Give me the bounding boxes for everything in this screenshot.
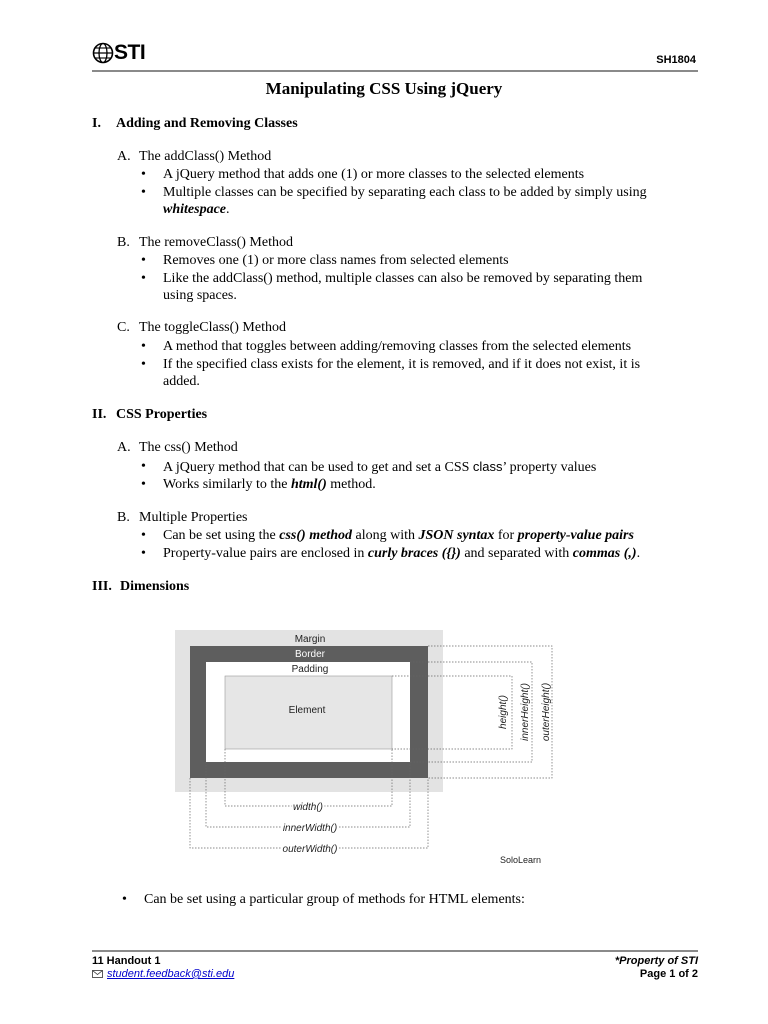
globe-icon — [92, 42, 114, 64]
list-item: • A method that toggles between adding/removing classes from the selected elements — [141, 339, 632, 354]
element-label: Element — [288, 705, 326, 716]
outer-height-label: outerHeight() — [541, 682, 552, 742]
section-heading-adding-removing-classes: I. Adding and Removing Classes — [92, 116, 298, 131]
box-model-diagram — [160, 622, 560, 872]
list-item: • Multiple classes can be specified by separating each class to be added by simply using whitespace. — [141, 185, 647, 217]
padding-label: Padding — [291, 664, 329, 675]
outer-height-guide — [428, 646, 552, 778]
list-item: • Property-value pairs are enclosed in curly braces ({}) and separated with commas (,). — [141, 546, 641, 561]
list-item: • Like the addClass() method, multiple classes can also be removed by separating them using spaces. — [141, 271, 643, 303]
inner-width-label: innerWidth() — [282, 823, 338, 834]
list-item: • Removes one (1) or more class names from selected elements — [141, 253, 509, 268]
subheading-css-method: A. The css() Method — [117, 440, 238, 455]
sololearn-credit: SoloLearn — [500, 855, 542, 865]
header-divider — [92, 70, 698, 72]
sti-logo — [92, 42, 145, 64]
page-number: Page 1 of 2 — [639, 968, 698, 980]
subheading-multiple-properties: B. Multiple Properties — [117, 510, 248, 525]
page-title: Manipulating CSS Using jQuery — [265, 79, 503, 98]
envelope-icon — [92, 970, 103, 978]
height-label: height() — [498, 695, 509, 729]
margin-label: Margin — [294, 634, 326, 645]
footer-divider — [92, 950, 698, 952]
list-item: • Can be set using the css() method along with JSON syntax for property-value pairs — [141, 528, 634, 543]
property-label: *Property of STI — [614, 955, 698, 967]
section-heading-css-properties: II. CSS Properties — [92, 407, 208, 422]
section-heading-dimensions: III. Dimensions — [92, 579, 190, 594]
list-item: • If the specified class exists for the element, it is removed, and if it does not exist, it is added. — [141, 357, 641, 389]
subheading-addclass-method: A. The addClass() Method — [117, 149, 272, 164]
subheading-removeclass-method: B. The removeClass() Method — [117, 235, 293, 250]
outer-width-label: outerWidth() — [282, 844, 338, 855]
feedback-email-link[interactable]: student.feedback@sti.edu — [107, 968, 235, 980]
handout-label: 11 Handout 1 — [92, 955, 161, 967]
border-label: Border — [294, 649, 326, 660]
list-item: • Works similarly to the html() method. — [141, 477, 376, 492]
list-item: • A jQuery method that can be used to get and set a CSS class’ property values — [141, 459, 597, 475]
width-label: width() — [292, 802, 324, 813]
list-item: • Can be set using a particular group of methods for HTML elements: — [122, 892, 525, 907]
subheading-toggleclass-method: C. The toggleClass() Method — [117, 320, 286, 335]
list-item: • A jQuery method that adds one (1) or more classes to the selected elements — [141, 167, 585, 182]
inner-height-label: innerHeight() — [520, 683, 531, 741]
logo-text: STI — [114, 41, 146, 64]
email-row — [92, 968, 234, 980]
document-code: SH1804 — [656, 54, 696, 66]
